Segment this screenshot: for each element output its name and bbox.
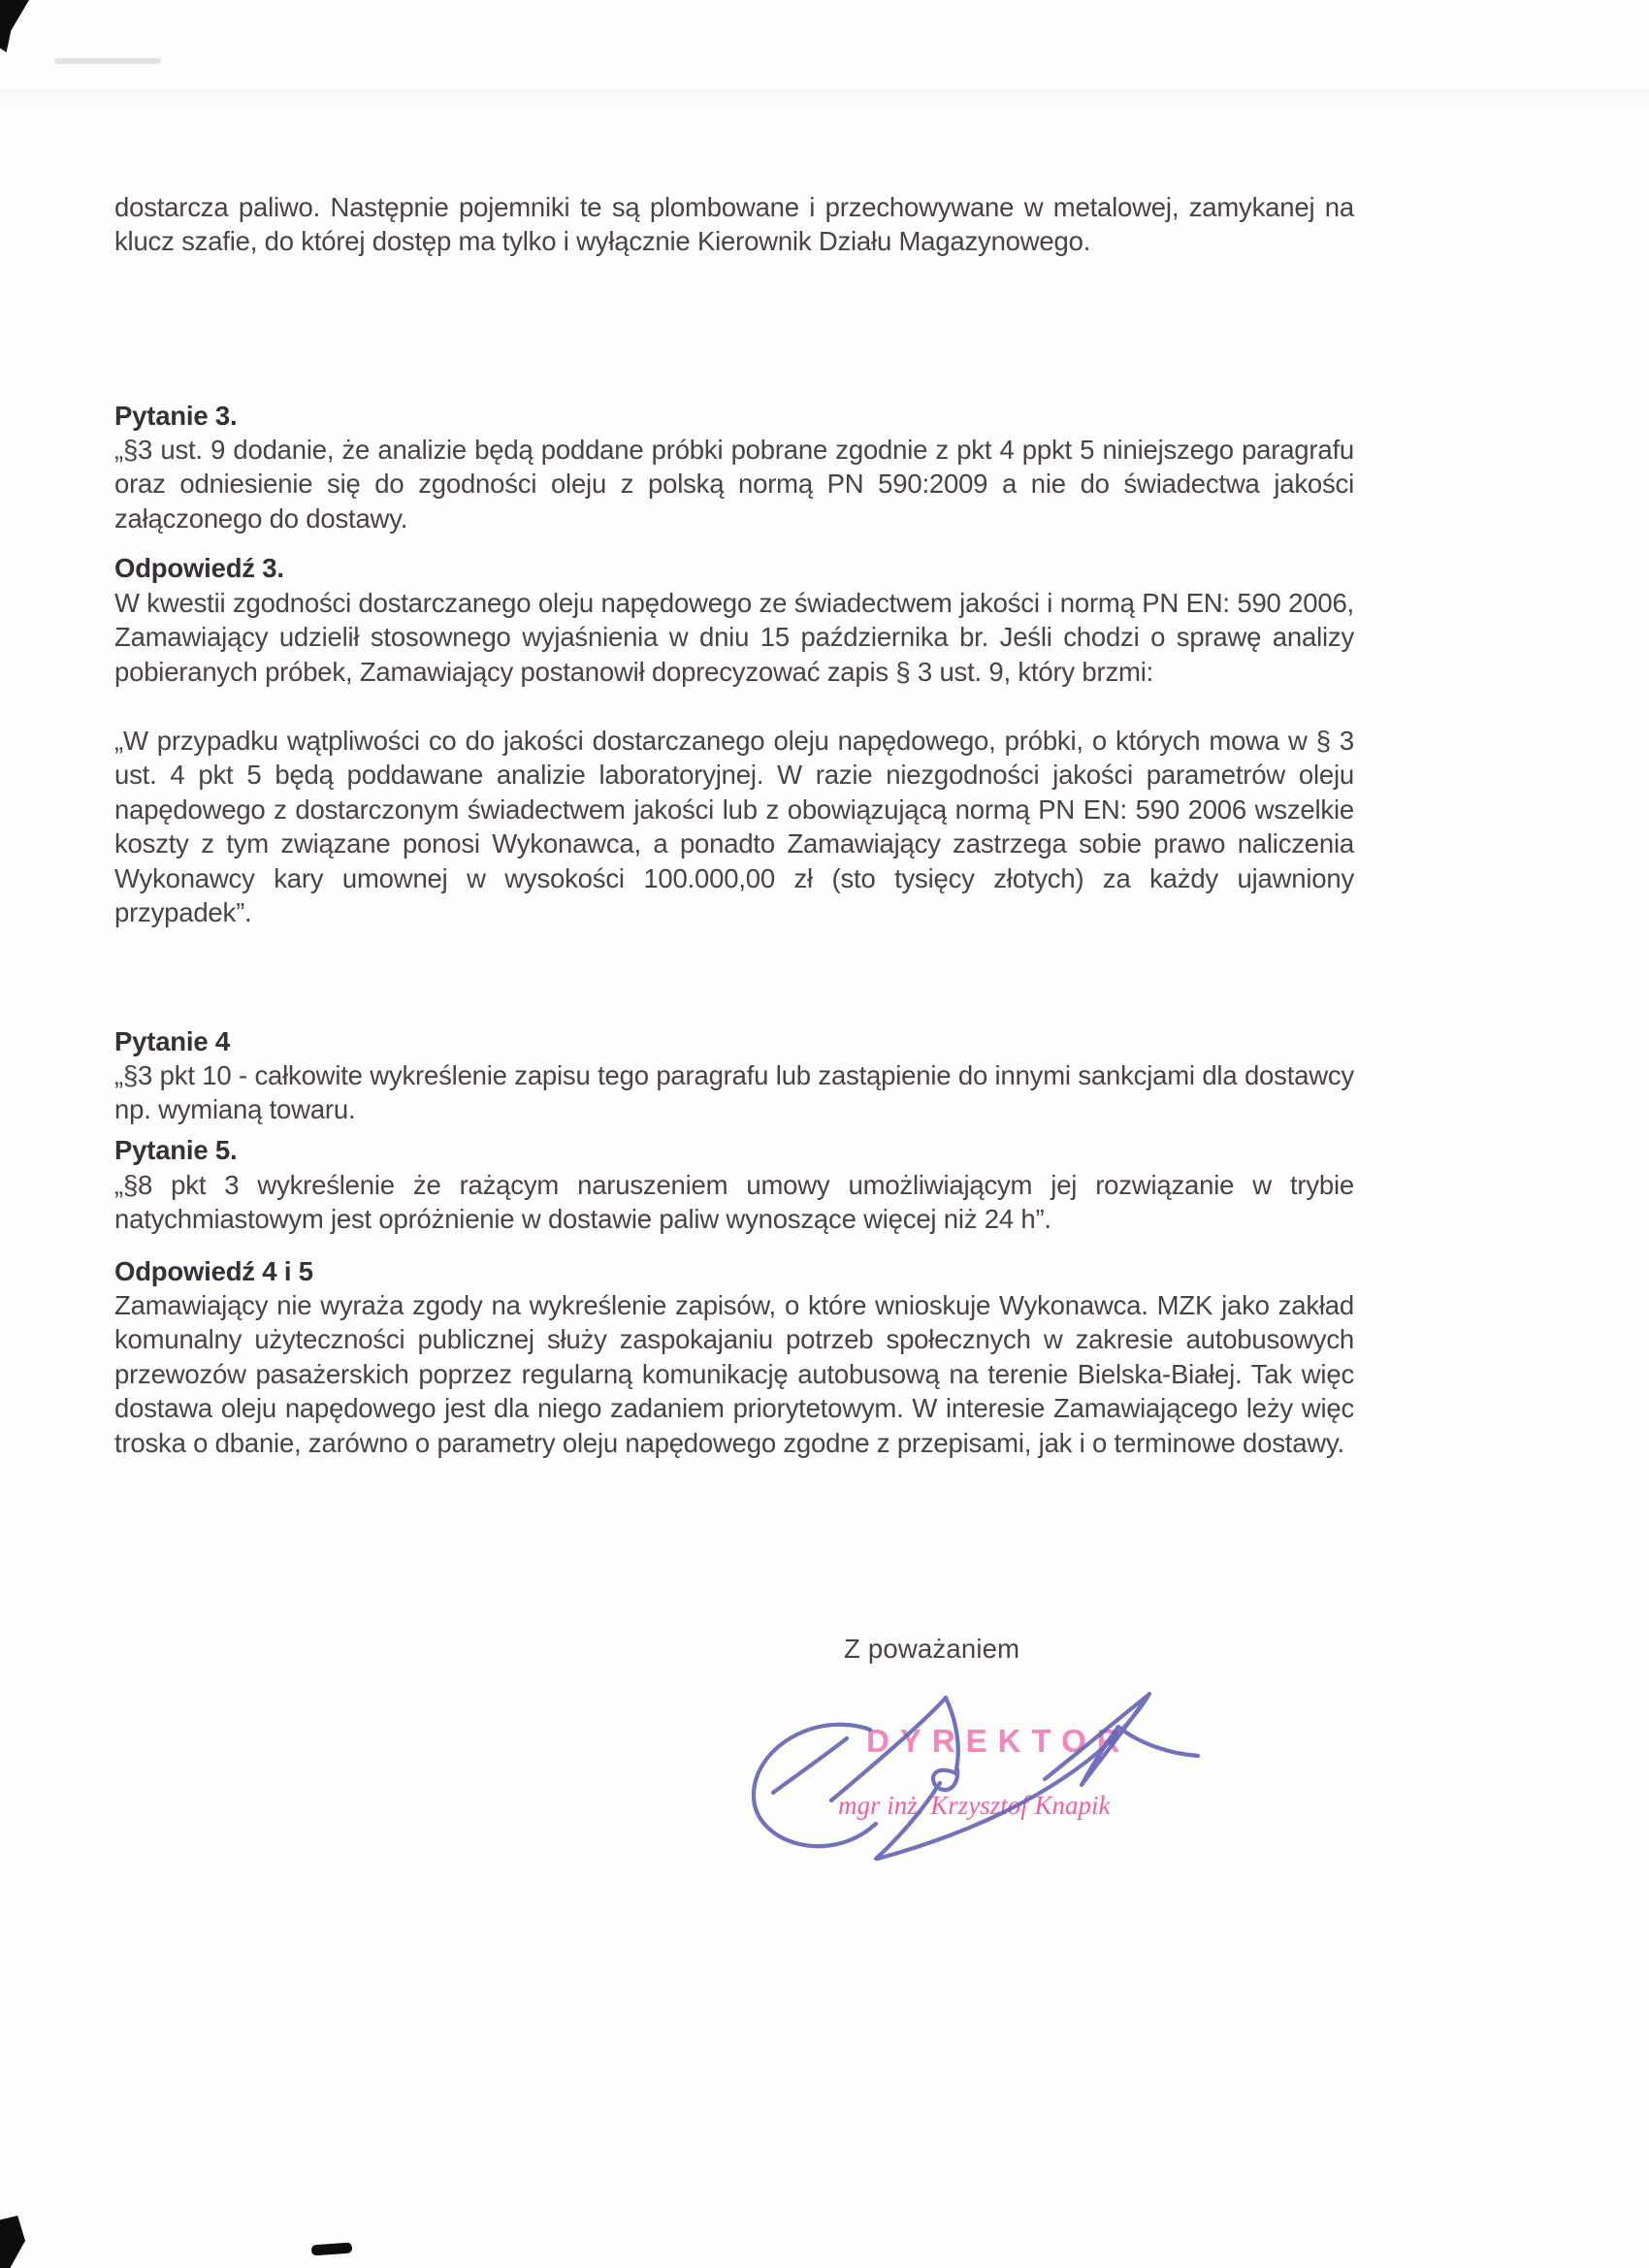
answer-3-heading: Odpowiedź 3. <box>114 552 284 583</box>
question-3-heading: Pytanie 3. <box>114 400 238 431</box>
signature-stroke <box>878 1694 1149 1859</box>
director-stamp-name: mgr inż. Krzysztof Knapik <box>838 1791 1111 1820</box>
answer-3-body-2: „W przypadku wątpliwości co do jakości dostarczanego oleju napędowego, próbki, o których mowa w § 3 ust. 4 pkt 5 będą poddawane analizie laboratoryjnej. W razie niezgodności jakości parametrów oleju napędowego z dostarczonym świadectwem jakości lub z obowiązującą normą PN EN: 590 2006 wszelkie koszty z tym związane ponosi Wykonawca, a ponadto Zamawiający zastrzega sobie prawo naliczenia Wykonawcy kary umownej w wysokości 100.000,00 zł (sto tysięcy złotych) za każdy ujawniony przypadek”. <box>114 725 1354 927</box>
question-5-body: „§8 pkt 3 wykreślenie że rażącym naruszeniem umowy umożliwiającym jej rozwiązanie w trybie natychmiastowym jest opróżnienie w dostawie paliw wynoszące więcej niż 24 h”. <box>114 1169 1354 1234</box>
signature-stroke <box>773 1738 847 1793</box>
question-3-body: „§3 ust. 9 dodanie, że analizie będą poddane próbki pobrane zgodnie z pkt 4 ppkt 5 niniejszego paragrafu oraz odniesienie się do zgodności oleju z polską normą PN 590:2009 a nie do świadectwa jakości załączonego do dostawy. <box>114 434 1354 534</box>
signature-ink <box>723 1676 1266 1875</box>
question-5-heading: Pytanie 5. <box>114 1134 238 1165</box>
answer-4-5-heading: Odpowiedź 4 i 5 <box>114 1255 313 1286</box>
closing-salutation: Z poważaniem <box>844 1633 1020 1664</box>
answer-4-5-body: Zamawiający nie wyraża zgody na wykreślenie zapisów, o które wnioskuje Wykonawca. MZK jako zakład komunalny użyteczności publicznej służy zaspokajaniu potrzeb społecznych w zakresie autobusowych przewozów pasażerskich poprzez regularną komunikację autobusową na terenie Bielska-Białej. Tak więc dostawa oleju napędowego jest dla niego zadaniem priorytetowym. W interesie Zamawiającego leży więc troska o dbanie, zarówno o parametry oleju napędowego zgodne z przepisami, jak i o terminowe dostawy. <box>114 1289 1354 1458</box>
scan-smudge <box>54 58 161 64</box>
signature-stroke <box>1045 1696 1198 1785</box>
scan-artifact-bottom-dash <box>311 2243 353 2256</box>
scan-shading-band <box>0 89 1649 114</box>
answer-3-body-1: W kwestii zgodności dostarczanego oleju napędowego ze świadectwem jakości i normą PN EN: 590 2006, Zamawiający udzielił stosownego wyjaśnienia w dniu 15 października br. Jeśli chodzi o sprawę analizy pobieranych próbek, Zamawiający postanowił doprecyzować zapis § 3 ust. 9, który brzmi: <box>114 587 1354 687</box>
intro-paragraph: dostarcza paliwo. Następnie pojemniki te są plombowane i przechowywane w metalowej, zamykanej na klucz szafie, do której dostęp ma tylko i wyłącznie Kierownik Działu Magazynowego. <box>114 191 1354 256</box>
signature-stroke <box>754 1725 876 1846</box>
director-stamp-title: DYREKTOR <box>866 1723 1131 1759</box>
scan-artifact-top-left <box>0 0 29 52</box>
question-4-heading: Pytanie 4 <box>114 1025 230 1056</box>
question-4-body: „§3 pkt 10 - całkowite wykreślenie zapisu tego paragrafu lub zastąpienie do innymi sankcjami dla dostawcy np. wymianą towaru. <box>114 1059 1354 1124</box>
signature-stroke <box>876 1783 940 1859</box>
scan-artifact-bottom-left <box>0 2216 25 2268</box>
